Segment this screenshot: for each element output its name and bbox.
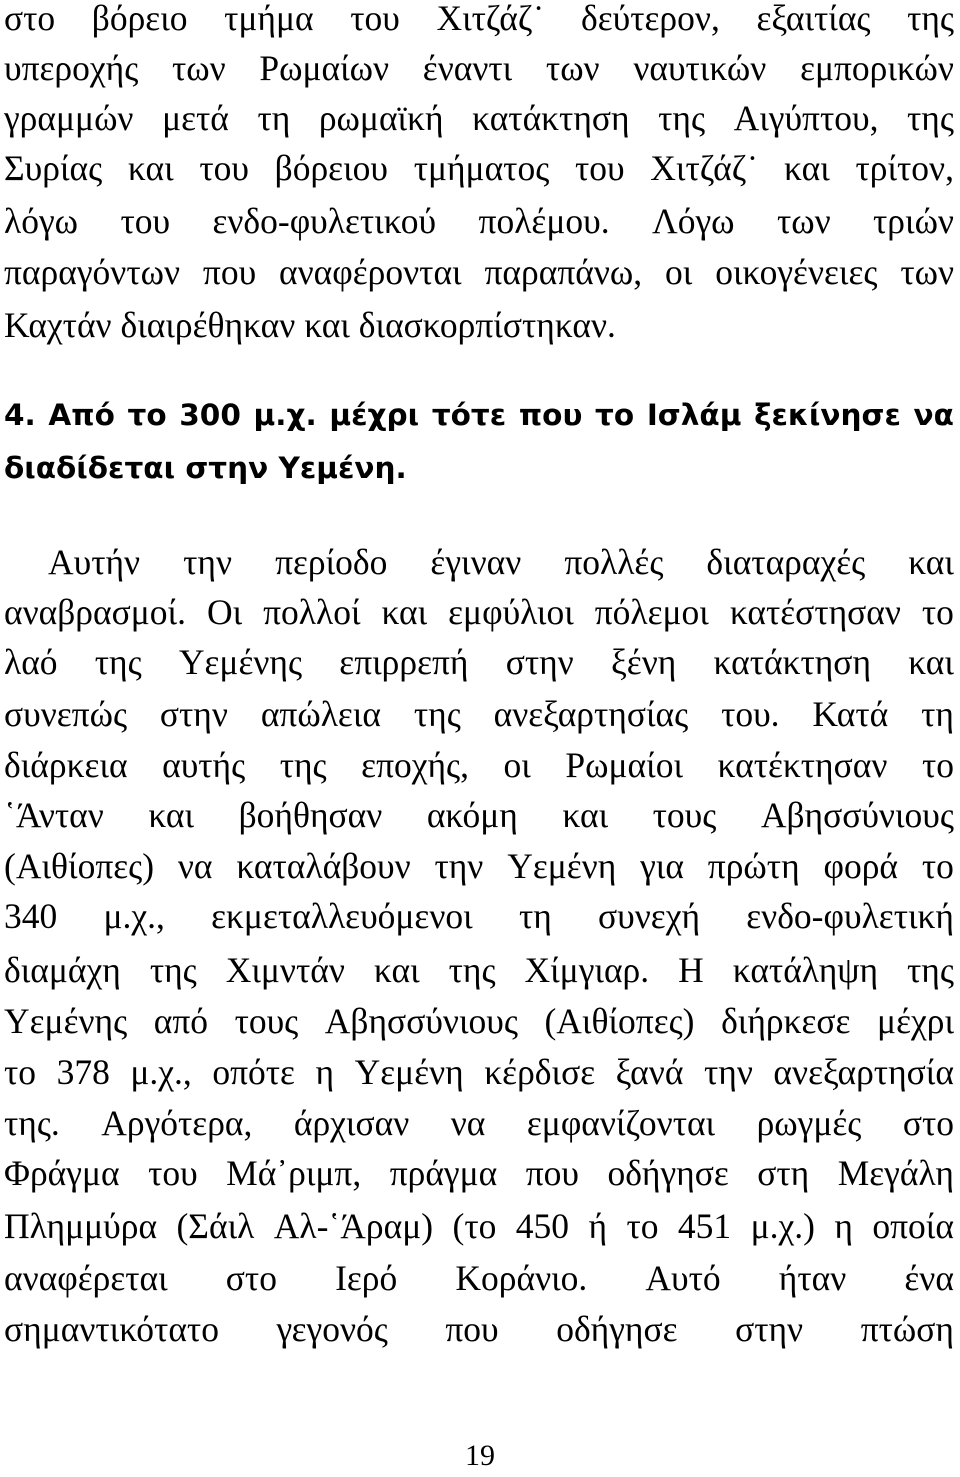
word: (Σάιλ: [176, 1206, 255, 1246]
word: τη: [257, 98, 291, 138]
word: την: [434, 846, 484, 886]
word: οι: [665, 252, 693, 292]
word: πόλεμοι: [594, 592, 709, 632]
word: κατάληψη: [732, 950, 879, 990]
word: Αλ-῾Άραμ): [273, 1206, 434, 1246]
word: Η: [678, 950, 704, 990]
word: της: [907, 0, 954, 38]
word: και: [784, 148, 830, 188]
word: Χιμντάν: [225, 950, 345, 990]
word: Χιτζάζ˙: [436, 0, 545, 38]
text-line: [4, 250, 954, 294]
word: σημαντικότατο: [4, 1309, 219, 1349]
word: Ισλάμ: [646, 398, 742, 432]
word: 4.: [4, 398, 36, 432]
word: μέχρι: [877, 1001, 954, 1041]
word: εκμεταλλευόμενοι: [211, 896, 473, 936]
word: εμπορικών: [800, 48, 954, 88]
word: της: [658, 98, 706, 138]
word: το: [595, 398, 635, 432]
word: ενδο-φυλετική: [746, 896, 954, 936]
word: ανεξαρτησία: [773, 1052, 954, 1092]
text-line: [4, 743, 954, 787]
word: κέρδισε: [484, 1052, 596, 1092]
word: τριών: [873, 201, 954, 241]
word: να: [913, 398, 954, 432]
word: η: [315, 1052, 335, 1092]
word: Οι: [206, 592, 243, 632]
word: τμήμα: [224, 0, 314, 38]
text-line: [4, 0, 954, 40]
word: Ρωμαίοι: [565, 745, 683, 785]
word: βόρειο: [91, 0, 188, 38]
word: μ.χ.): [750, 1206, 815, 1246]
word: ρωμαϊκή: [318, 98, 444, 138]
word: φορά: [823, 846, 899, 886]
word: Από: [48, 398, 115, 432]
word: Υεμένη: [507, 846, 617, 886]
word: στη: [757, 1153, 810, 1193]
word: που: [445, 1309, 499, 1349]
word: από: [153, 1001, 209, 1041]
word: κατέκτησαν: [717, 745, 888, 785]
word: έναντι: [422, 48, 513, 88]
word: Αυτό: [645, 1258, 721, 1298]
word: να: [177, 846, 213, 886]
text-line: [4, 692, 954, 736]
word: πολέμου.: [478, 201, 610, 241]
word: το: [921, 846, 954, 886]
word: κατάκτηση: [472, 98, 630, 138]
word: 378: [56, 1052, 110, 1092]
word: βοήθησαν: [238, 795, 383, 835]
text-line: [4, 793, 954, 837]
word: την: [703, 1052, 753, 1092]
word: βόρειου: [274, 148, 388, 188]
word: απώλεια: [260, 694, 381, 734]
text-line: [4, 844, 954, 888]
word: για: [640, 846, 684, 886]
word: (το: [452, 1206, 497, 1246]
text-line: [4, 1204, 954, 1248]
word: που: [525, 1153, 579, 1193]
word: στο: [902, 1103, 954, 1143]
word: παραγόντων: [4, 252, 181, 292]
word: Χίμγιαρ.: [524, 950, 650, 990]
word: και: [148, 795, 195, 835]
word: μ.χ.: [253, 398, 317, 432]
word: και: [908, 542, 954, 582]
word: διήρκεσε: [721, 1001, 851, 1041]
word: οδήγησε: [607, 1153, 729, 1193]
word: του: [199, 148, 249, 188]
word: αυτής: [162, 745, 246, 785]
word: που: [202, 252, 257, 292]
word: υπεροχής: [4, 48, 139, 88]
word: πολλές: [564, 542, 664, 582]
word: συνεπώς: [4, 694, 128, 734]
text-line: [4, 894, 954, 938]
text-line: [4, 146, 954, 190]
word: εποχής,: [361, 745, 469, 785]
word: ένα: [904, 1258, 954, 1298]
word: (Αιθίοπες): [544, 1001, 695, 1041]
word: στην: [735, 1309, 804, 1349]
word: Συρίας: [4, 148, 103, 188]
word: της: [907, 950, 954, 990]
word: και: [381, 592, 428, 632]
word: και: [562, 795, 609, 835]
text-line: [4, 46, 954, 90]
word: ξεκίνησε: [754, 398, 901, 432]
text-line: Καχτάν διαιρέθηκαν και διασκορπίστηκαν.: [4, 305, 616, 345]
heading-line: διαδίδεται στην Υεμένη.: [4, 451, 407, 485]
text-line: [4, 590, 954, 634]
word: Κοράνιο.: [455, 1258, 588, 1298]
word: της.: [4, 1103, 60, 1143]
word: Πλημμύρα: [4, 1206, 158, 1246]
word: στην: [159, 694, 228, 734]
word: Αβησσύνιους: [760, 795, 954, 835]
word: 340: [4, 896, 58, 936]
text-line: [4, 948, 954, 992]
word: τη: [921, 694, 954, 734]
word: αναβρασμοί.: [4, 592, 186, 632]
text-line: [4, 199, 954, 243]
word: τρίτον,: [855, 148, 954, 188]
word: κατάκτηση: [713, 642, 872, 682]
word: πτώση: [860, 1309, 954, 1349]
word: ακόμη: [426, 795, 518, 835]
word: αναφέρονται: [279, 252, 462, 292]
word: Ρωμαίων: [259, 48, 390, 88]
word: άρχισαν: [293, 1103, 410, 1143]
word: Μεγάλη: [837, 1153, 954, 1193]
word: Αβησσύνιους: [324, 1001, 518, 1041]
text-line: [4, 999, 954, 1043]
word: του: [350, 0, 400, 38]
word: το: [127, 398, 167, 432]
word: οπότε: [212, 1052, 295, 1092]
word: οι: [503, 745, 531, 785]
word: διαμάχη: [4, 950, 121, 990]
word: τη: [518, 896, 552, 936]
word: γραμμών: [4, 98, 134, 138]
word: γεγονός: [276, 1309, 388, 1349]
word: ή: [588, 1206, 608, 1246]
word: της: [448, 950, 496, 990]
text-line: [48, 540, 954, 584]
word: την: [183, 542, 233, 582]
text-line: [4, 1050, 954, 1094]
word: Φράγμα: [4, 1153, 120, 1193]
text-line: [4, 1307, 954, 1351]
word: η: [834, 1206, 853, 1246]
word: μ.χ.,: [130, 1052, 192, 1092]
word: το: [921, 745, 954, 785]
word: οδήγησε: [556, 1309, 678, 1349]
word: ενδο-φυλετικού: [212, 201, 437, 241]
word: αναφέρεται: [4, 1258, 168, 1298]
word: 300: [179, 398, 241, 432]
word: ξανά: [615, 1052, 684, 1092]
word: πρώτη: [707, 846, 800, 886]
word: της: [94, 642, 142, 682]
word: ανεξαρτησίας: [493, 694, 689, 734]
word: του.: [721, 694, 780, 734]
heading-line: [4, 393, 954, 437]
word: στην: [505, 642, 574, 682]
word: Υεμένης: [4, 1001, 128, 1041]
word: της: [149, 950, 197, 990]
word: καταλάβουν: [236, 846, 411, 886]
word: και: [373, 950, 420, 990]
page-number: 19: [465, 1439, 495, 1472]
word: Ιερό: [335, 1258, 398, 1298]
word: Μά᾽ριμπ,: [226, 1153, 362, 1193]
word: ῾Άνταν: [4, 795, 104, 835]
word: Αυτήν: [48, 542, 141, 582]
word: μ.χ.,: [103, 896, 165, 936]
word: των: [776, 201, 831, 241]
word: έγιναν: [430, 542, 522, 582]
word: του: [148, 1153, 198, 1193]
word: εμφανίζονται: [526, 1103, 716, 1143]
word: λαό: [4, 642, 58, 682]
word: Κατά: [812, 694, 889, 734]
text-line: [4, 640, 954, 684]
word: 450: [515, 1206, 570, 1246]
word: τότε: [431, 398, 507, 432]
word: τους: [234, 1001, 299, 1041]
word: ναυτικών: [633, 48, 767, 88]
word: (Αιθίοπες): [4, 846, 155, 886]
word: το: [4, 1052, 37, 1092]
word: των: [545, 48, 600, 88]
word: της: [413, 694, 461, 734]
word: διαταραχές: [706, 542, 866, 582]
word: Αργότερα,: [101, 1103, 253, 1143]
word: Χιτζάζ˙: [650, 148, 759, 188]
word: διάρκεια: [4, 745, 128, 785]
word: Υεμένης: [178, 642, 303, 682]
word: Αιγύπτου,: [733, 98, 879, 138]
word: μέχρι: [329, 398, 420, 432]
word: της: [279, 745, 327, 785]
word: στο: [225, 1258, 277, 1298]
word: συνεχή: [598, 896, 701, 936]
word: να: [450, 1103, 486, 1143]
word: του: [120, 201, 171, 241]
word: κατέστησαν: [729, 592, 901, 632]
word: των: [900, 252, 954, 292]
word: πολλοί: [263, 592, 361, 632]
word: των: [171, 48, 226, 88]
word: στο: [4, 0, 56, 38]
word: ξένη: [610, 642, 677, 682]
word: δεύτερον,: [581, 0, 720, 38]
word: τμήματος: [413, 148, 550, 188]
word: οποία: [872, 1206, 954, 1246]
word: το: [626, 1206, 659, 1246]
word: επιρρεπή: [339, 642, 469, 682]
word: περίοδο: [275, 542, 388, 582]
word: και: [127, 148, 174, 188]
text-line: [4, 1256, 954, 1300]
word: ρωγμές: [756, 1103, 862, 1143]
word: λόγω: [4, 201, 79, 241]
word: πράγμα: [389, 1153, 498, 1193]
word: 451: [677, 1206, 732, 1246]
word: τους: [652, 795, 717, 835]
word: του: [574, 148, 625, 188]
word: οικογένειες: [715, 252, 878, 292]
word: ήταν: [778, 1258, 847, 1298]
word: Υεμένη: [354, 1052, 464, 1092]
word: της: [907, 98, 954, 138]
word: εξαιτίας: [756, 0, 871, 38]
word: μετά: [162, 98, 229, 138]
word: που: [518, 398, 583, 432]
word: παραπάνω,: [484, 252, 643, 292]
word: το: [921, 592, 954, 632]
word: και: [908, 642, 954, 682]
word: Λόγω: [651, 201, 735, 241]
word: εμφύλιοι: [448, 592, 574, 632]
text-line: [4, 1151, 954, 1195]
text-line: [4, 1101, 954, 1145]
text-line: [4, 96, 954, 140]
